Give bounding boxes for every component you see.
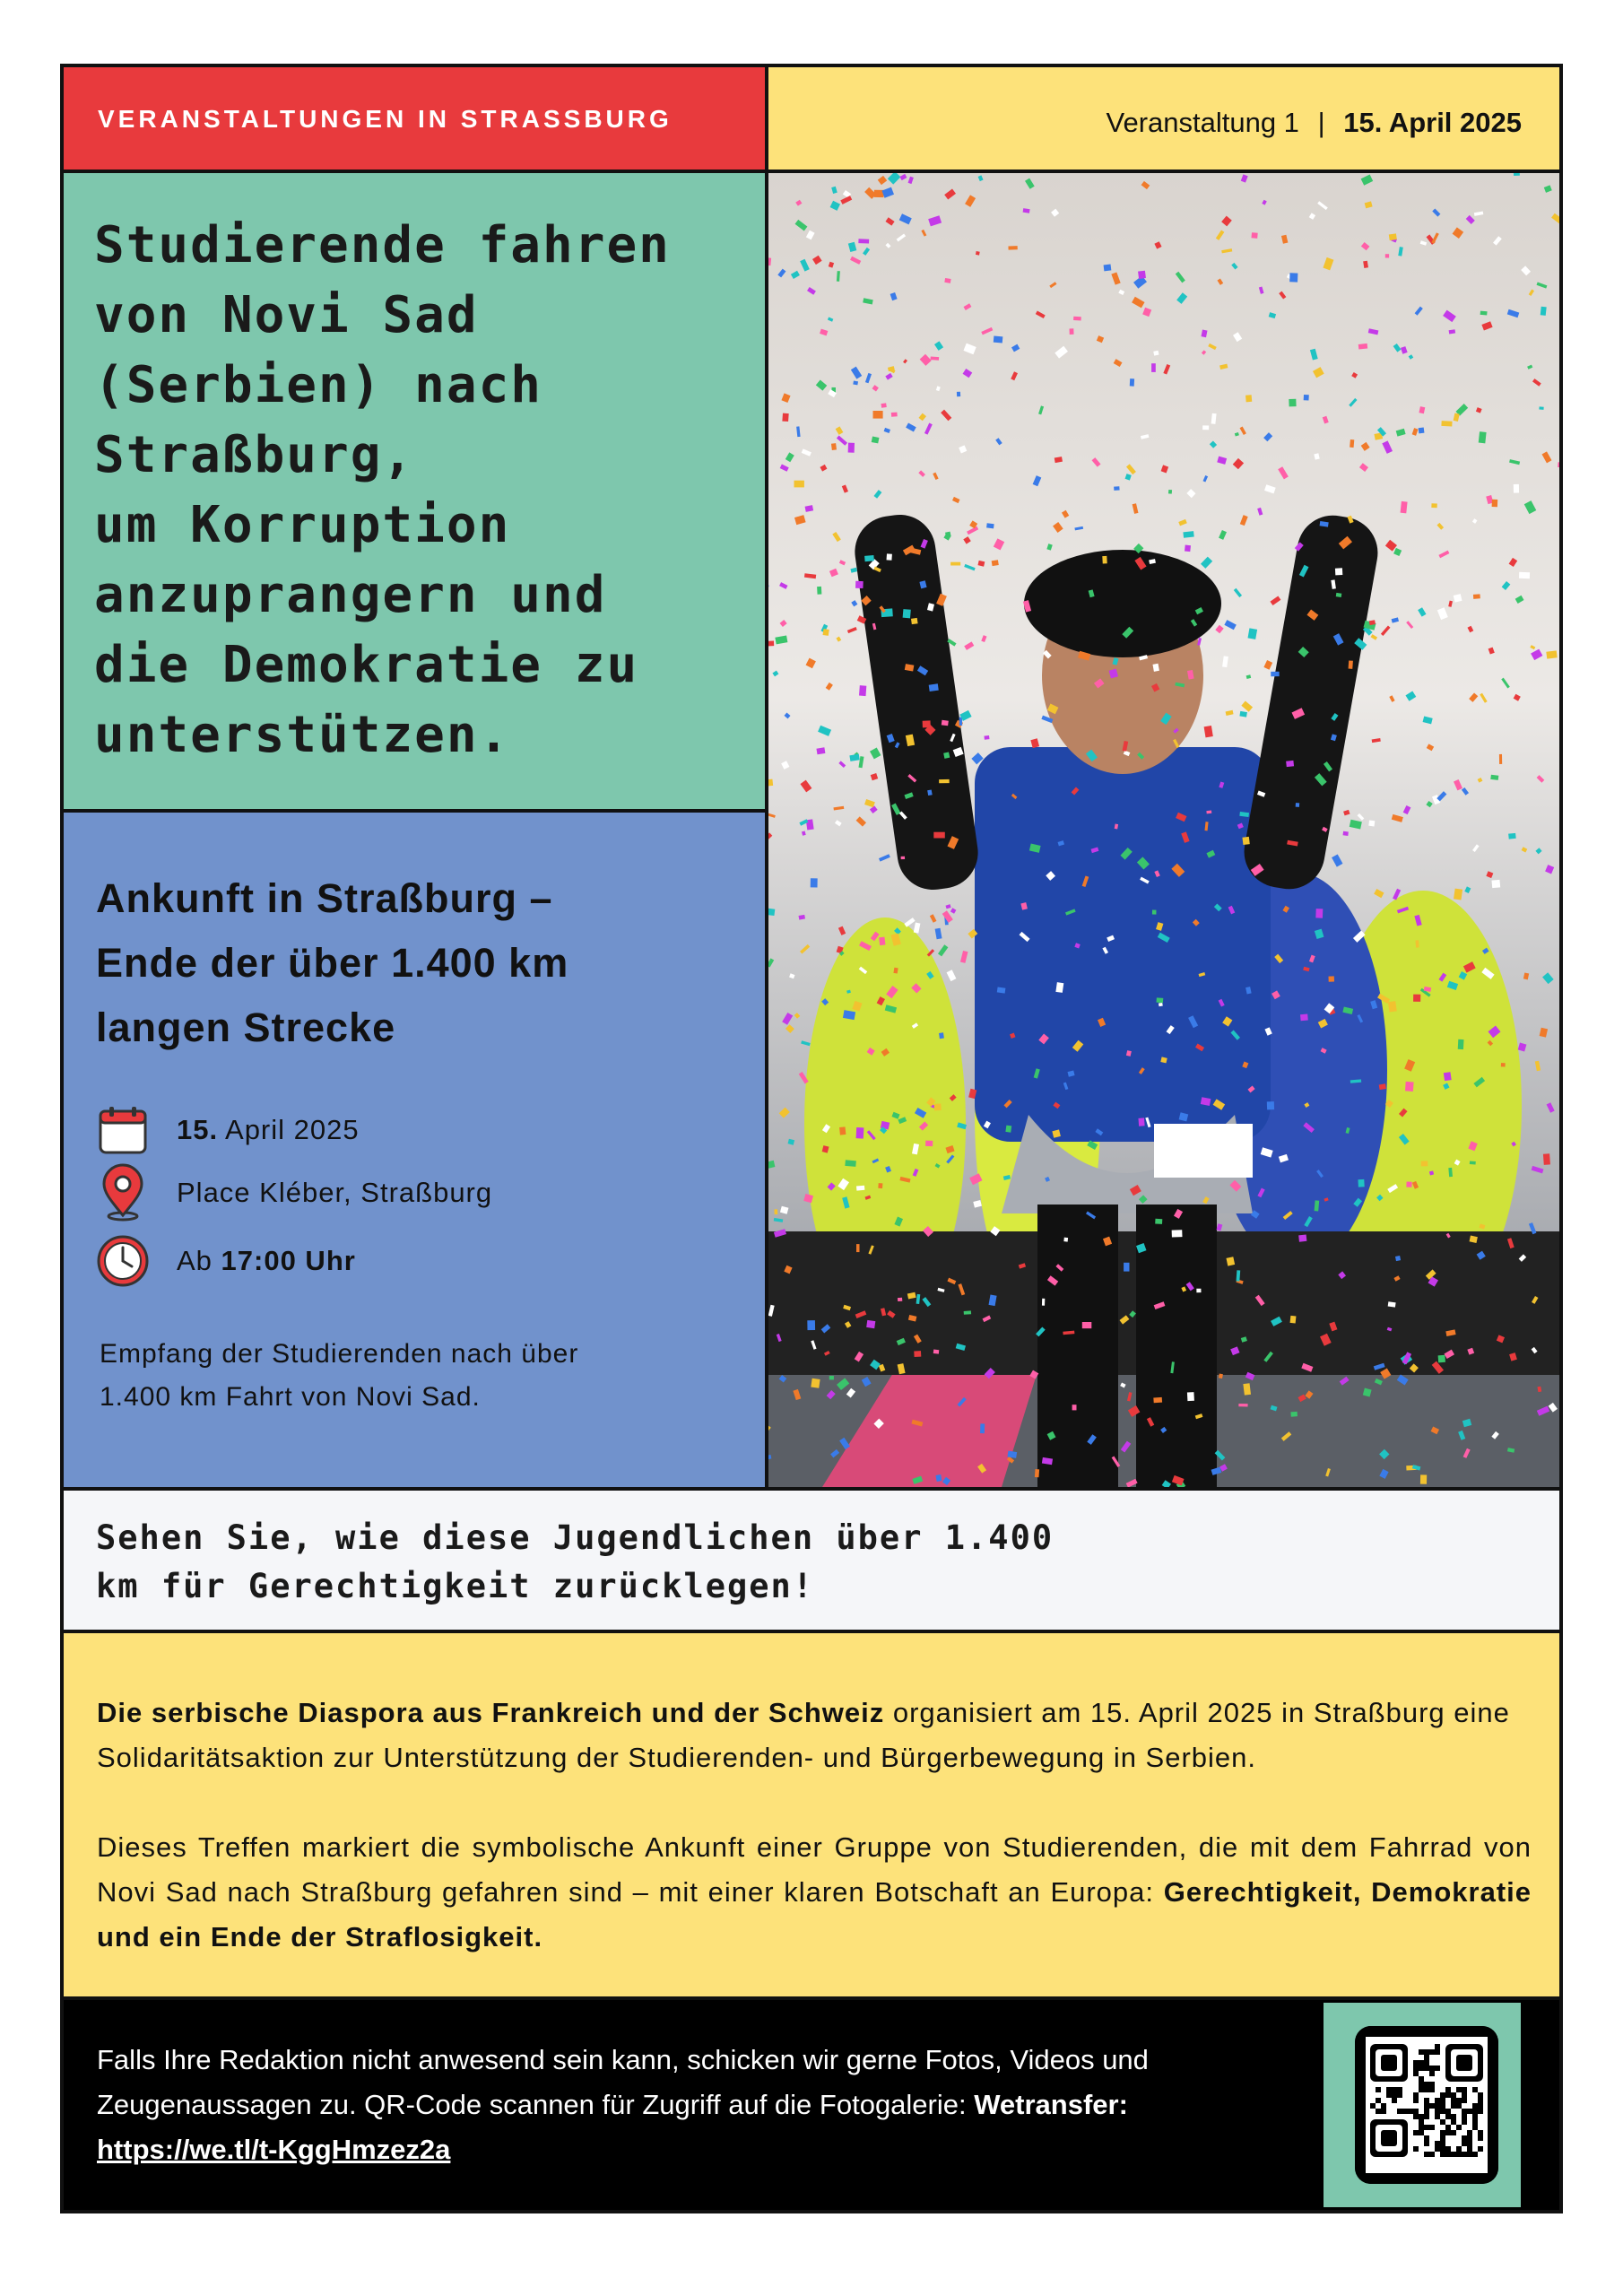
qr-code[interactable] (1355, 2026, 1498, 2184)
separator: | (1317, 107, 1325, 138)
date-row (96, 1103, 360, 1157)
headline-block (60, 170, 768, 813)
event-date: 15. April 2025 (1343, 107, 1522, 138)
location-pin-icon (96, 1166, 150, 1220)
date-text: 15. April 2025 (177, 1114, 360, 1145)
arrival-title: Ankunft in Straßburg – Ende der über 1.400 km langen Strecke (96, 875, 569, 1050)
qr-code-panel (1324, 2003, 1521, 2207)
tagline-strip (60, 1487, 1563, 1633)
wetransfer-link[interactable]: https://we.tl/t-KggHmzez2a (97, 2134, 451, 2165)
arrival-info-block (60, 809, 768, 1491)
event-meta (1106, 107, 1522, 139)
body-paragraph-2: Dieses Treffen markiert die symbolische Ankunft einer Gruppe von Studierenden, die mit dem Fahrrad von Novi Sad nach Straßburg gefahren sind – mit einer klaren Botschaft an Europa: Gerechtigkeit, Demokratie und ein Ende der Straflosigkeit. (97, 1831, 1532, 1952)
place-row (96, 1166, 492, 1220)
clock-icon (96, 1234, 150, 1288)
cyclist-photo (765, 170, 1563, 1491)
page-title: Studierende fahren von Novi Sad (Serbien) nach Straßburg, um Korruption anzuprangern und die Demokratie zu unterstützen. (94, 216, 671, 764)
calendar-icon (96, 1103, 150, 1157)
time-row (96, 1234, 356, 1288)
banner-header (60, 64, 768, 173)
banner-title: VERANSTALTUNGEN IN STRASSBURG (98, 105, 673, 133)
confetti-celebration-image (768, 173, 1559, 1487)
event-label: Veranstaltung 1 (1106, 107, 1299, 138)
footer-text: Falls Ihre Redaktion nicht anwesend sein kann, schicken wir gerne Fotos, Videos und Zeugenaussagen zu. QR-Code scannen für Zugriff auf die Fotogalerie: Wetransfer: https://we.tl/t-KggHmzez2a (97, 2044, 1149, 2165)
place-text: Place Kléber, Straßburg (177, 1177, 493, 1208)
arrival-description: Empfang der Studierenden nach über 1.400 km Fahrt von Novi Sad. (100, 1339, 579, 1412)
event-meta-header (765, 64, 1563, 173)
time-text: Ab 17:00 Uhr (177, 1245, 356, 1276)
body-paragraph-1: Die serbische Diaspora aus Frankreich und der Schweiz organisiert am 15. April 2025 in Straßburg eine Solidaritätsaktion zur Unterstützung der Studierenden- und Bürgerbewegung in Serbien. (97, 1697, 1510, 1773)
tagline: Sehen Sie, wie diese Jugendlichen über 1.400 km für Gerechtigkeit zurücklegen! (96, 1518, 1055, 1605)
body-text-block (60, 1630, 1563, 2000)
